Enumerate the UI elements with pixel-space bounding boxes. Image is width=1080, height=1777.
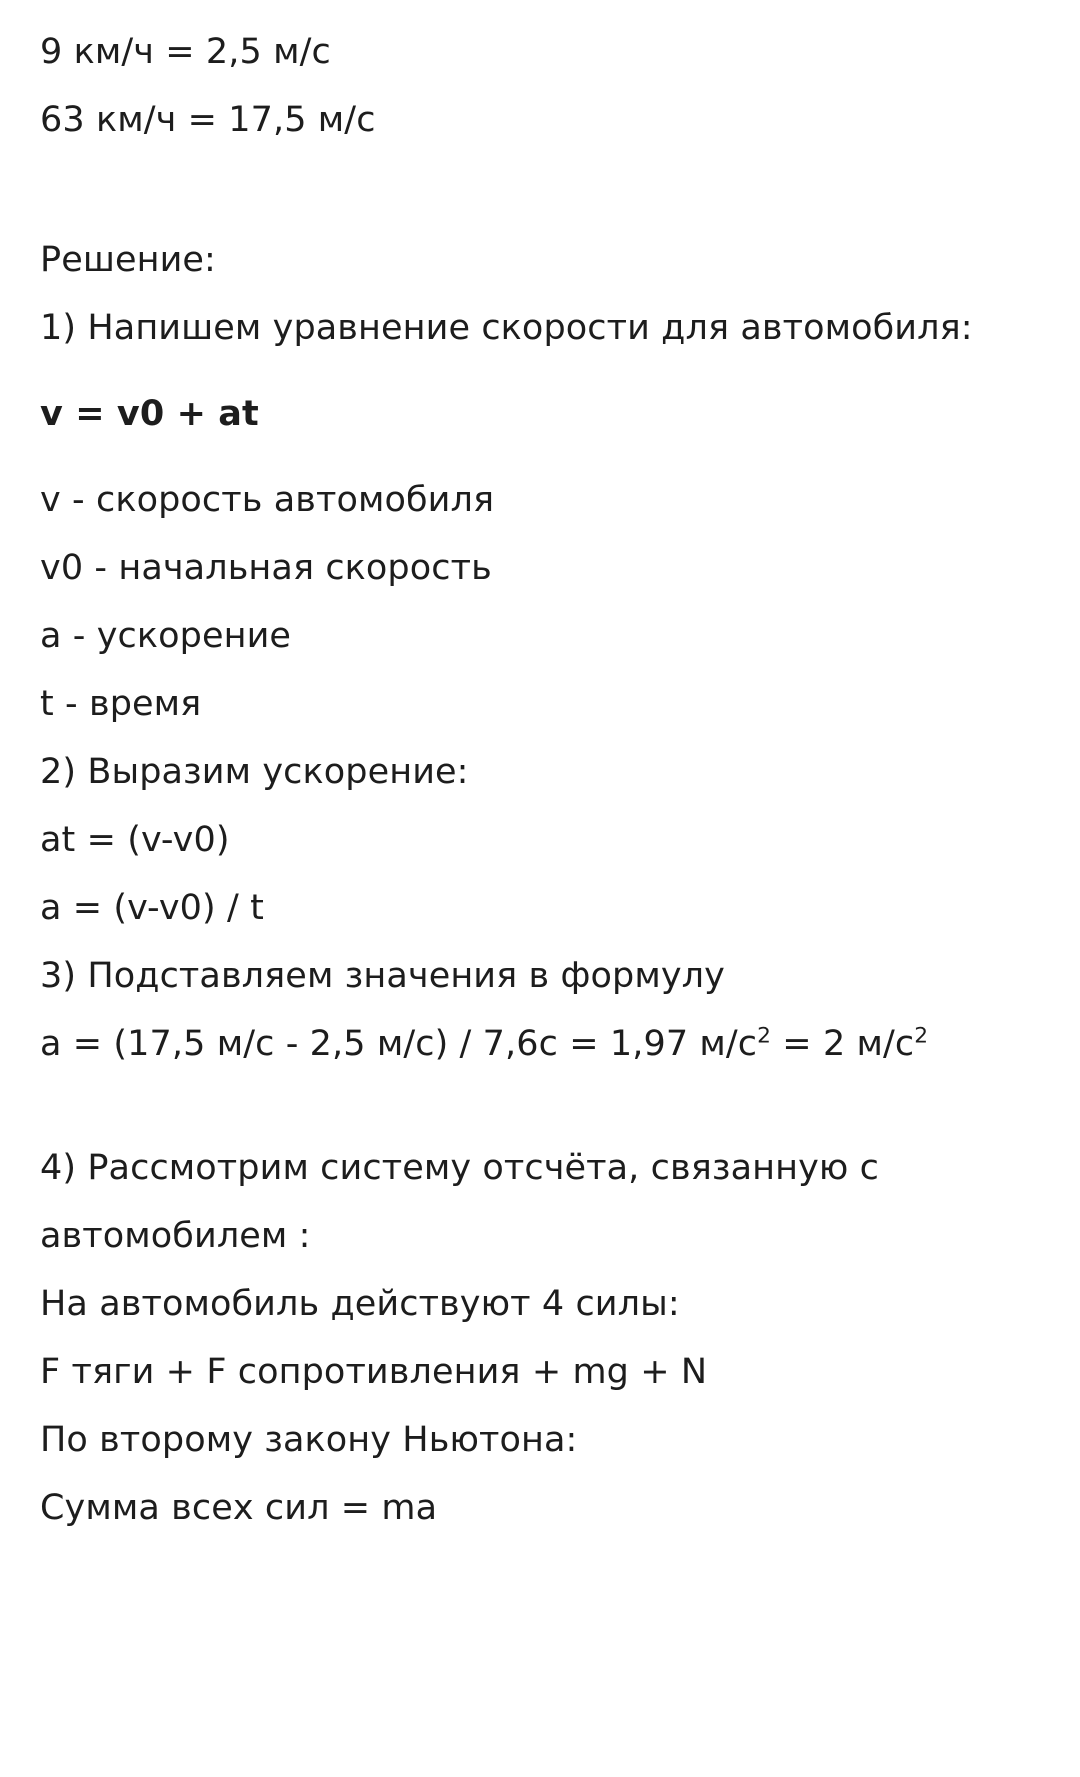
velocity-formula: v = v0 + at <box>40 394 259 434</box>
conversion-line-2: 63 км/ч = 17,5 м/с <box>40 100 376 140</box>
conversions-block <box>40 18 1040 154</box>
step-2-line-1: at = (v-v0) <box>40 820 230 860</box>
step-4-line-4: Сумма всех сил = ma <box>40 1488 438 1528</box>
calculation-exponent-1: 2 <box>757 1023 772 1049</box>
step-4-line-1: На автомобиль действуют 4 силы: <box>40 1284 680 1324</box>
step-4-line-2: F тяги + F сопротивления + mg + N <box>40 1352 708 1392</box>
solution-heading: Решение: <box>40 240 216 280</box>
step-1-block <box>40 294 1040 738</box>
step-3-label: 3) Подставляем значения в формулу <box>40 956 725 996</box>
calculation-prefix: a = (17,5 м/с - 2,5 м/с) / 7,6с = 1,97 м/с <box>40 1024 758 1064</box>
definition-a: a - ускорение <box>40 616 292 656</box>
spacer-after-conversions <box>40 154 1040 226</box>
step-4-label: 4) Рассмотрим систему отсчёта, связанную с автомобилем : <box>40 1148 891 1256</box>
acceleration-calculation <box>40 1010 1040 1078</box>
step-2-label: 2) Выразим ускорение: <box>40 752 469 792</box>
spacer-before-step-4 <box>40 1078 1040 1134</box>
step-3-block <box>40 942 1040 1078</box>
definition-v: v - скорость автомобиля <box>40 480 495 520</box>
step-2-line-2: a = (v-v0) / t <box>40 888 264 928</box>
spacer-after-formula <box>40 448 1040 466</box>
calculation-middle: = 2 м/с <box>771 1024 915 1064</box>
spacer-before-formula <box>40 362 1040 380</box>
step-4-line-3: По второму закону Ньютона: <box>40 1420 578 1460</box>
step-2-block <box>40 738 1040 942</box>
step-4-block <box>40 1134 1040 1542</box>
definition-v0: v0 - начальная скорость <box>40 548 492 588</box>
conversion-line-1: 9 км/ч = 2,5 м/с <box>40 32 331 72</box>
definition-t: t - время <box>40 684 202 724</box>
step-1-label: 1) Напишем уравнение скорости для автомобиля: <box>40 308 973 348</box>
calculation-exponent-2: 2 <box>914 1023 929 1049</box>
